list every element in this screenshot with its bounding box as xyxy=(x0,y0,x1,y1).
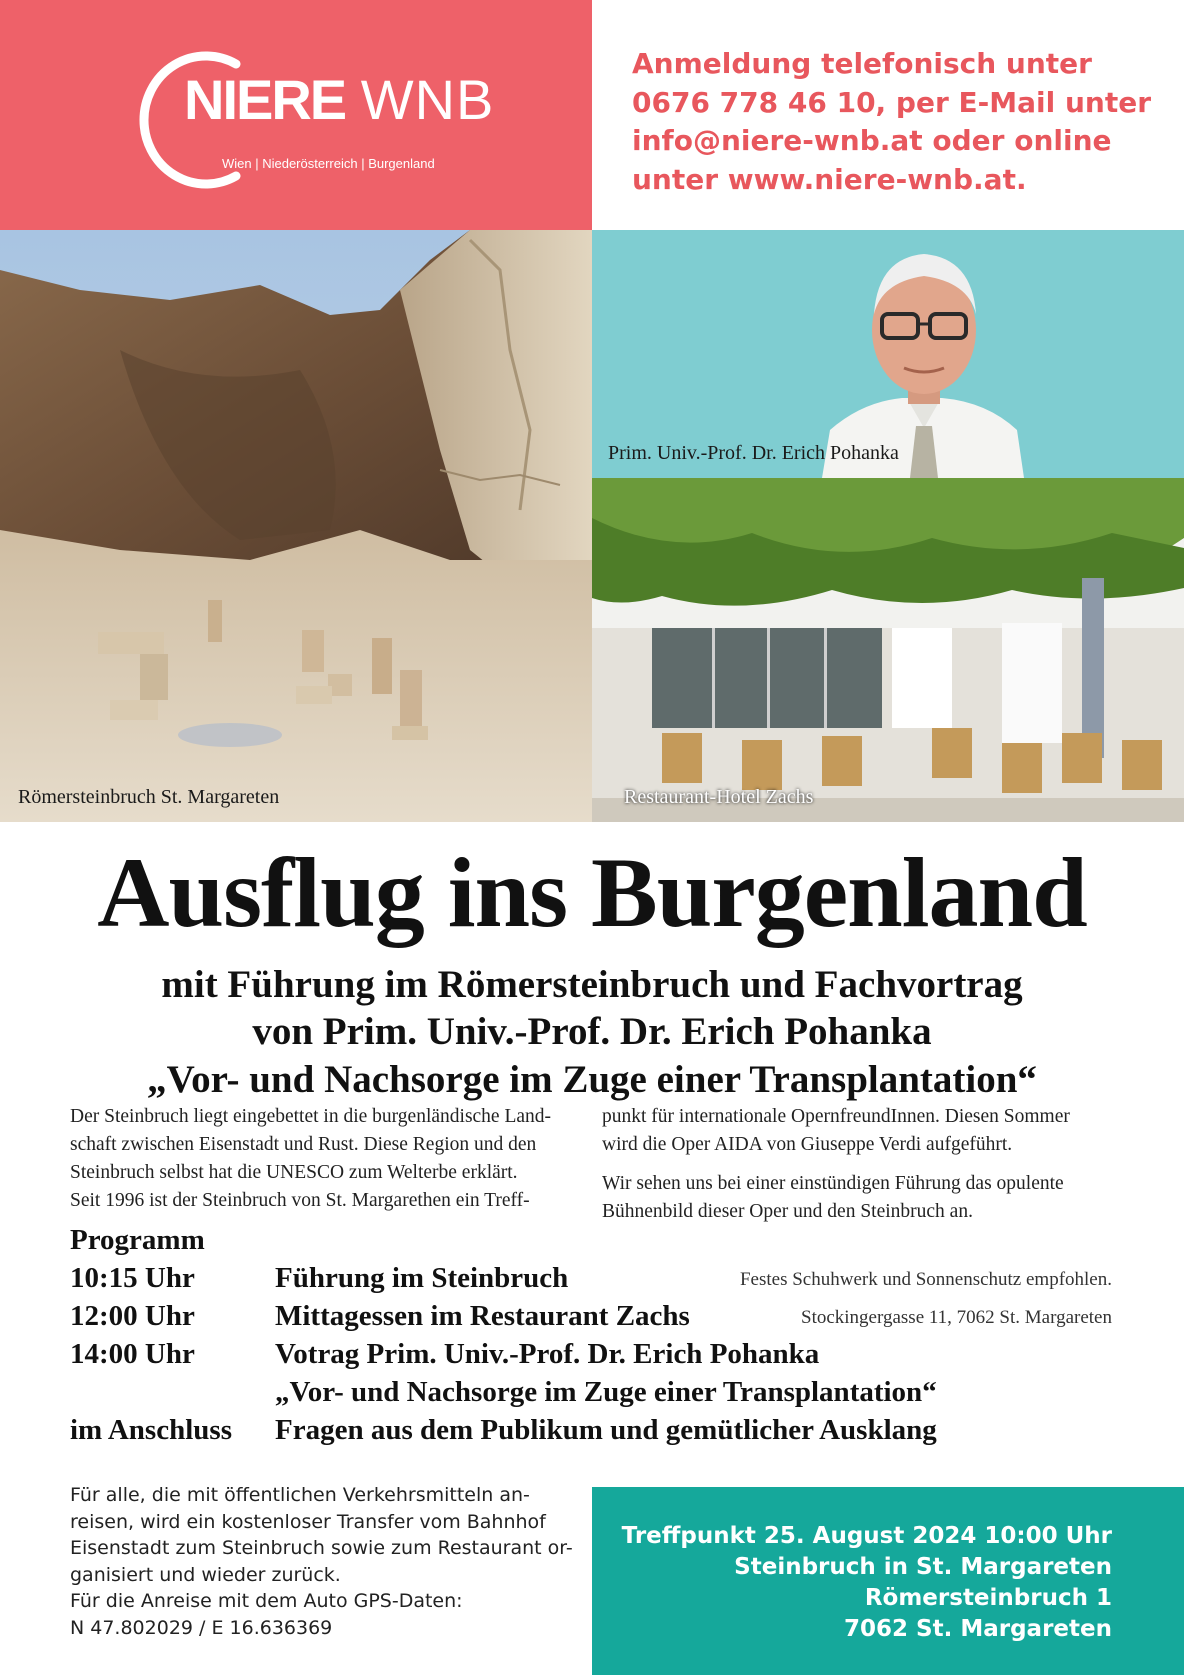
programme-item: Fragen aus dem Publikum und gemütlicher Ausklang xyxy=(275,1414,937,1446)
subtitle-line-1: mit Führung im Römersteinbruch und Fachvortrag xyxy=(161,963,1023,1006)
contact-website: unter www.niere-wnb.at. xyxy=(632,162,1027,196)
programme-row xyxy=(70,1335,1130,1373)
programme-item: Führung im Steinbruch xyxy=(275,1262,569,1294)
portrait-caption: Prim. Univ.-Prof. Dr. Erich Pohanka xyxy=(608,442,899,464)
transfer-line: Für alle, die mit öffentlichen Verkehrsmitteln an- xyxy=(70,1484,530,1506)
programme-time: 10:15 Uhr xyxy=(70,1262,195,1294)
quarry-illustration xyxy=(0,230,592,822)
logo-wordmark xyxy=(184,68,495,131)
programme-note: Festes Schuhwerk und Sonnenschutz empfohlen. xyxy=(739,1269,1112,1290)
logo-panel xyxy=(0,0,592,230)
intro-line: Wir sehen uns bei einer einstündigen Führung das opulente xyxy=(602,1173,1064,1194)
programme-time: 14:00 Uhr xyxy=(70,1338,195,1370)
programme-time: 12:00 Uhr xyxy=(70,1300,195,1332)
intro-column-1 xyxy=(70,1103,590,1215)
lecture-title: „Vor- und Nachsorge im Zuge einer Transplantation“ xyxy=(147,1058,1037,1101)
contact-email: info@niere-wnb.at oder online xyxy=(632,124,1112,157)
portrait-illustration xyxy=(592,230,1184,478)
transfer-line: ganisiert und wieder zurück. xyxy=(70,1563,341,1586)
restaurant-illustration xyxy=(592,478,1184,822)
contact-phone: 0676 778 46 10, per E-Mail unter xyxy=(632,85,1152,119)
transfer-info xyxy=(70,1482,590,1641)
programme-time: im Anschluss xyxy=(70,1414,232,1446)
programme-item: Mittagessen im Restaurant Zachs xyxy=(275,1300,690,1332)
intro-line: Seit 1996 ist der Steinbruch von St. Margarethen ein Treff- xyxy=(70,1190,530,1211)
transfer-line: reisen, wird ein kostenloser Transfer vom Bahnhof xyxy=(70,1510,546,1533)
programme-item: „Vor- und Nachsorge im Zuge einer Transplantation“ xyxy=(275,1376,937,1408)
programme-row xyxy=(70,1259,1130,1297)
programme-row xyxy=(70,1297,1130,1335)
programme-heading: Programm xyxy=(70,1224,205,1256)
intro-line: Der Steinbruch liegt eingebettet in die burgenländische Land- xyxy=(70,1106,552,1127)
programme-row xyxy=(70,1411,1130,1449)
intro-column-3 xyxy=(602,1170,1132,1226)
gps-label: Für die Anreise mit dem Auto GPS-Daten: xyxy=(70,1590,463,1612)
intro-line: Bühnenbild dieser Oper und den Steinbruch an. xyxy=(602,1201,973,1222)
programme-row xyxy=(70,1373,1130,1411)
intro-line: Steinbruch selbst hat die UNESCO zum Welterbe erklärt. xyxy=(70,1162,518,1183)
meeting-place: Steinbruch in St. Margareten xyxy=(734,1554,1112,1580)
programme-note: Stockingergasse 11, 7062 St. Margareten xyxy=(801,1307,1112,1328)
meeting-point-panel xyxy=(592,1487,1184,1675)
intro-line: punkt für internationale OpernfreundInnen. Diesen Sommer xyxy=(602,1106,1070,1127)
niere-wnb-logo xyxy=(138,50,495,190)
gps-coordinates: N 47.802029 / E 16.636369 xyxy=(70,1616,333,1639)
logo-light-text: WNB xyxy=(360,68,495,131)
intro-column-2 xyxy=(602,1103,1132,1159)
meeting-date: Treffpunkt 25. August 2024 10:00 Uhr xyxy=(621,1523,1112,1549)
quarry-photo xyxy=(0,230,592,822)
intro-line: wird die Oper AIDA von Giuseppe Verdi aufgeführt. xyxy=(602,1134,1013,1155)
meeting-street: Römersteinbruch 1 xyxy=(864,1585,1112,1611)
meeting-point-text xyxy=(622,1521,1112,1645)
registration-info xyxy=(632,45,1172,199)
transfer-line: Eisenstadt zum Steinbruch sowie zum Restaurant or- xyxy=(70,1537,573,1559)
meeting-city: 7062 St. Margareten xyxy=(844,1616,1112,1642)
logo-bold-text: NIERE xyxy=(184,68,346,131)
restaurant-caption: Restaurant-Hotel Zachs xyxy=(624,786,814,808)
restaurant-photo xyxy=(592,478,1184,822)
speaker-portrait xyxy=(592,230,1184,478)
programme-item: Votrag Prim. Univ.-Prof. Dr. Erich Pohanka xyxy=(275,1338,820,1370)
quarry-caption: Römersteinbruch St. Margareten xyxy=(18,786,280,808)
subtitle-line-2: von Prim. Univ.-Prof. Dr. Erich Pohanka xyxy=(252,1010,932,1053)
contact-line: Anmeldung telefonisch unter xyxy=(632,47,1092,80)
intro-line: schaft zwischen Eisenstadt und Rust. Diese Region und den xyxy=(70,1134,537,1155)
event-title: Ausflug ins Burgenland xyxy=(97,837,1087,948)
logo-tagline: Wien | Niederösterreich | Burgenland xyxy=(222,156,435,171)
